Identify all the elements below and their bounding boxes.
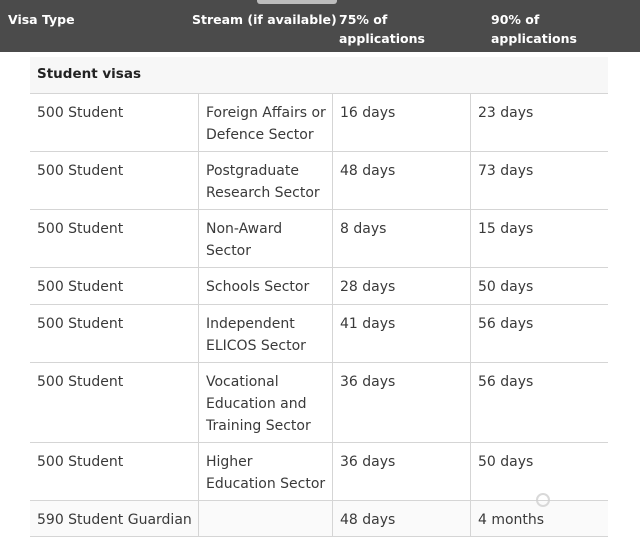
cell-75-percent: 28 days <box>332 268 470 304</box>
cell-visa-type: 500 Student <box>37 454 124 470</box>
cell-visa-type: 590 Student Guardian <box>37 512 192 528</box>
cell-stream: Foreign Affairs or Defence Sector <box>198 94 332 151</box>
cell-75-percent: 48 days <box>332 152 470 209</box>
cell-stream: Postgraduate Research Sector <box>198 152 332 209</box>
section-title: Student visas <box>37 66 141 82</box>
cell-stream: Schools Sector <box>198 268 332 304</box>
cell-visa-type: 500 Student <box>37 374 124 390</box>
cell-75-percent: 16 days <box>332 94 470 151</box>
cell-75-percent: 8 days <box>332 210 470 267</box>
cell-75-percent: 41 days <box>332 305 470 362</box>
table-row <box>30 152 608 210</box>
table-row <box>30 363 608 443</box>
cell-90-percent: 50 days <box>470 268 608 304</box>
cell-90-percent: 50 days <box>470 443 608 500</box>
table-row <box>30 305 608 363</box>
table-header <box>0 0 640 52</box>
table-row <box>30 210 608 268</box>
cell-90-percent: 56 days <box>470 305 608 362</box>
cell-90-percent: 73 days <box>470 152 608 209</box>
scroll-tab-indicator <box>257 0 337 4</box>
table-row <box>30 501 608 537</box>
table-row <box>30 94 608 152</box>
watermark <box>536 493 553 507</box>
table-row <box>30 268 608 305</box>
cell-90-percent: 56 days <box>470 363 608 442</box>
cell-visa-type: 500 Student <box>37 279 124 295</box>
table-row <box>30 443 608 501</box>
header-visa-type: Visa Type <box>8 12 75 27</box>
cell-visa-type: 500 Student <box>37 221 124 237</box>
cell-stream: Vocational Education and Training Sector <box>198 363 332 442</box>
cell-visa-type: 500 Student <box>37 105 124 121</box>
watermark-logo-icon <box>536 493 550 507</box>
header-90-percent: 90% of applications <box>491 12 577 46</box>
cell-visa-type: 500 Student <box>37 163 124 179</box>
cell-75-percent: 36 days <box>332 443 470 500</box>
cell-stream: Non-Award Sector <box>198 210 332 267</box>
cell-90-percent: 23 days <box>470 94 608 151</box>
section-header-student-visas <box>30 57 608 93</box>
cell-visa-type: 500 Student <box>37 316 124 332</box>
cell-stream: Independent ELICOS Sector <box>198 305 332 362</box>
table-body <box>30 93 608 537</box>
cell-90-percent: 4 months <box>470 501 608 536</box>
header-75-percent: 75% of applications <box>339 12 425 46</box>
header-stream: Stream (if available) <box>192 12 337 27</box>
cell-stream: Higher Education Sector <box>198 443 332 500</box>
cell-75-percent: 48 days <box>332 501 470 536</box>
cell-stream <box>198 501 332 536</box>
cell-75-percent: 36 days <box>332 363 470 442</box>
cell-90-percent: 15 days <box>470 210 608 267</box>
